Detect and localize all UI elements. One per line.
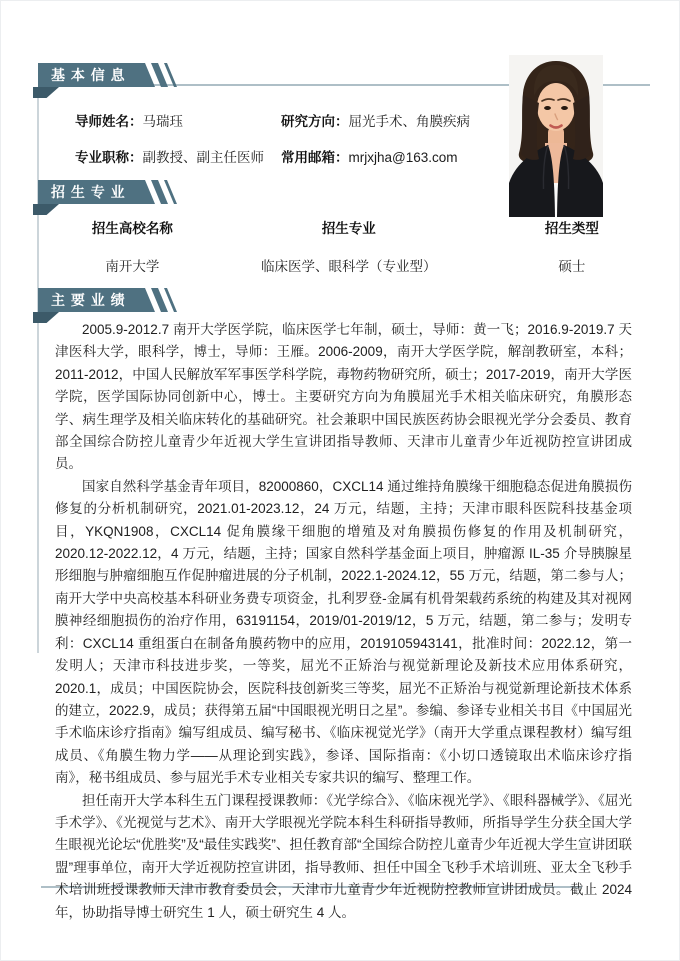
left-vertical-rule <box>37 93 39 653</box>
email-label: 常用邮箱： <box>281 150 349 165</box>
email-value: mrjxjha@163.com <box>348 150 458 165</box>
field-research-direction <box>281 110 470 130</box>
section-title-basic-info: 基 本 信 息 <box>51 67 126 83</box>
achievements-paragraph-projects: 国家自然科学基金青年项目，82000860，CXCL14 通过维持角膜缘干细胞稳态促进角膜损伤修复的分析机制研究，2021.01-2023.12，24 万元，结题，主持；天津市眼科医院科技基金项目，YKQN1908，CXCL14 促角膜缘干细胞的增殖及对角膜损伤修复的作用及机制研究，2020.12-2022.12，4 万元，结题，主持；国家自然科学基金面上项目，肿瘤源 IL-35 介导胰腺星形细胞与肿瘤细胞互作促肿瘤进展的分子机制，2022.1-2024.12，55 万元，结题，第二参与人；南开大学中央高校基本科研业务费专项资金，扎利罗登-金属有机骨架载药系统的构建及其对视网膜神经细胞损伤的治疗作用，63191154，2019/01-2019/12，5 万元，结题，第二参与；发明专利：CXCL14 重组蛋白在制备角膜药物中的应用，2019105943141，批准时间：2022.12，第一发明人；天津市科技进步奖，一等奖，屈光不正矫治与视觉新理论及新技术应用体系研究，2020.1，成员；中国医院协会，医院科技创新奖三等奖，屈光不正矫治与视觉新理论新技术体系的建立，2022.9，成员；获得第五届“中国眼视光明日之星”。参编、参译专业相关书目《中国屈光手术临床诊疗指南》编写组成员、编写秘书、《临床视觉光学》（南开大学重点课程教材）编写组成员、《角膜生物力学——从理论到实践》，参译、国际指南：《小切口透镜取出术临床诊疗指南》，秘书组成员、参与屈光手术专业相关专家共识的编写、整理工作。 <box>55 478 632 786</box>
section-banner-achievements <box>38 288 182 312</box>
field-professional-title <box>75 146 264 166</box>
enrollment-table-row <box>38 255 638 275</box>
header-university: 招生高校名称 <box>91 221 173 236</box>
research-direction-label: 研究方向： <box>281 114 349 129</box>
header-major: 招生专业 <box>321 221 376 236</box>
tutor-name-label: 导师姓名： <box>75 114 143 129</box>
section-banner-basic-info <box>38 63 182 87</box>
ribbon-fold <box>33 204 59 215</box>
ribbon-bar <box>38 180 136 204</box>
professional-title-value: 副教授、副主任医师 <box>142 150 264 165</box>
header-degree-type: 招生类型 <box>544 221 599 236</box>
achievements-paragraph-teaching: 担任南开大学本科生五门课程授课教师：《光学综合》、《临床视光学》、《眼科器械学》、《屈光手术学》、《光视觉与艺术》、南开大学眼视光学院本科生科研指导教师，所指导学生分获全国大学生眼视光论坛“优胜奖”及“最佳实践奖”、担任教育部“全国综合防控儿童青少年近视大学生宣讲团联盟”理事单位，南开大学近视防控宣讲团，指导教师、担任中国全飞秒手术培训班、亚太全飞秒手术培训班授课教师天津市教育委员会，天津市儿童青少年近视防控教师宣讲团成员。截止 2024 年，协助指导博士研究生 1 人，硕士研究生 4 人。 <box>55 792 632 920</box>
field-email <box>281 146 458 166</box>
achievements-paragraph-education: 2005.9-2012.7 南开大学医学院，临床医学七年制，硕士，导师：黄一飞；2016.9-2019.7 天津医科大学，眼科学，博士，导师：王雁。2006-2009，南开大学医学院，解剖教研室，本科；2011-2012，中国人民解放军军事医学科学院，毒物药物研究所，硕士；2017-2019，南开大学医学院，医学国际协同创新中心，博士。主要研究方向为角膜屈光手术相关临床研究，角膜形态学、病生理学及相关临床转化的基础研究。社会兼职中国民族医药协会眼视光学分会委员、教育部全国综合防控儿童青少年近视大学生宣讲团指导教师、天津市儿童青少年近视防控宣讲团成员。 <box>55 322 632 472</box>
cell-major: 临床医学、眼科学（专业型） <box>261 259 437 274</box>
ribbon-fold <box>33 87 59 98</box>
research-direction-value: 屈光手术、角膜疾病 <box>348 114 470 129</box>
field-tutor-name <box>75 110 183 130</box>
ribbon-bar <box>38 63 136 87</box>
cell-degree-type: 硕士 <box>558 259 586 274</box>
enrollment-table-header <box>38 217 638 237</box>
professional-title-label: 专业职称： <box>75 150 143 165</box>
cell-university: 南开大学 <box>105 259 160 274</box>
section-title-achievements: 主 要 业 绩 <box>51 292 126 308</box>
tutor-name-value: 马瑞珏 <box>142 114 183 129</box>
achievements-body <box>55 319 632 924</box>
ribbon-stripes-icon <box>136 63 182 87</box>
section-banner-enrollment <box>38 180 182 204</box>
ribbon-stripes-icon <box>136 180 182 204</box>
ribbon-stripes-icon <box>136 288 182 312</box>
section-title-enrollment: 招 生 专 业 <box>51 184 126 200</box>
portrait-photo <box>509 55 603 217</box>
ribbon-bar <box>38 288 136 312</box>
